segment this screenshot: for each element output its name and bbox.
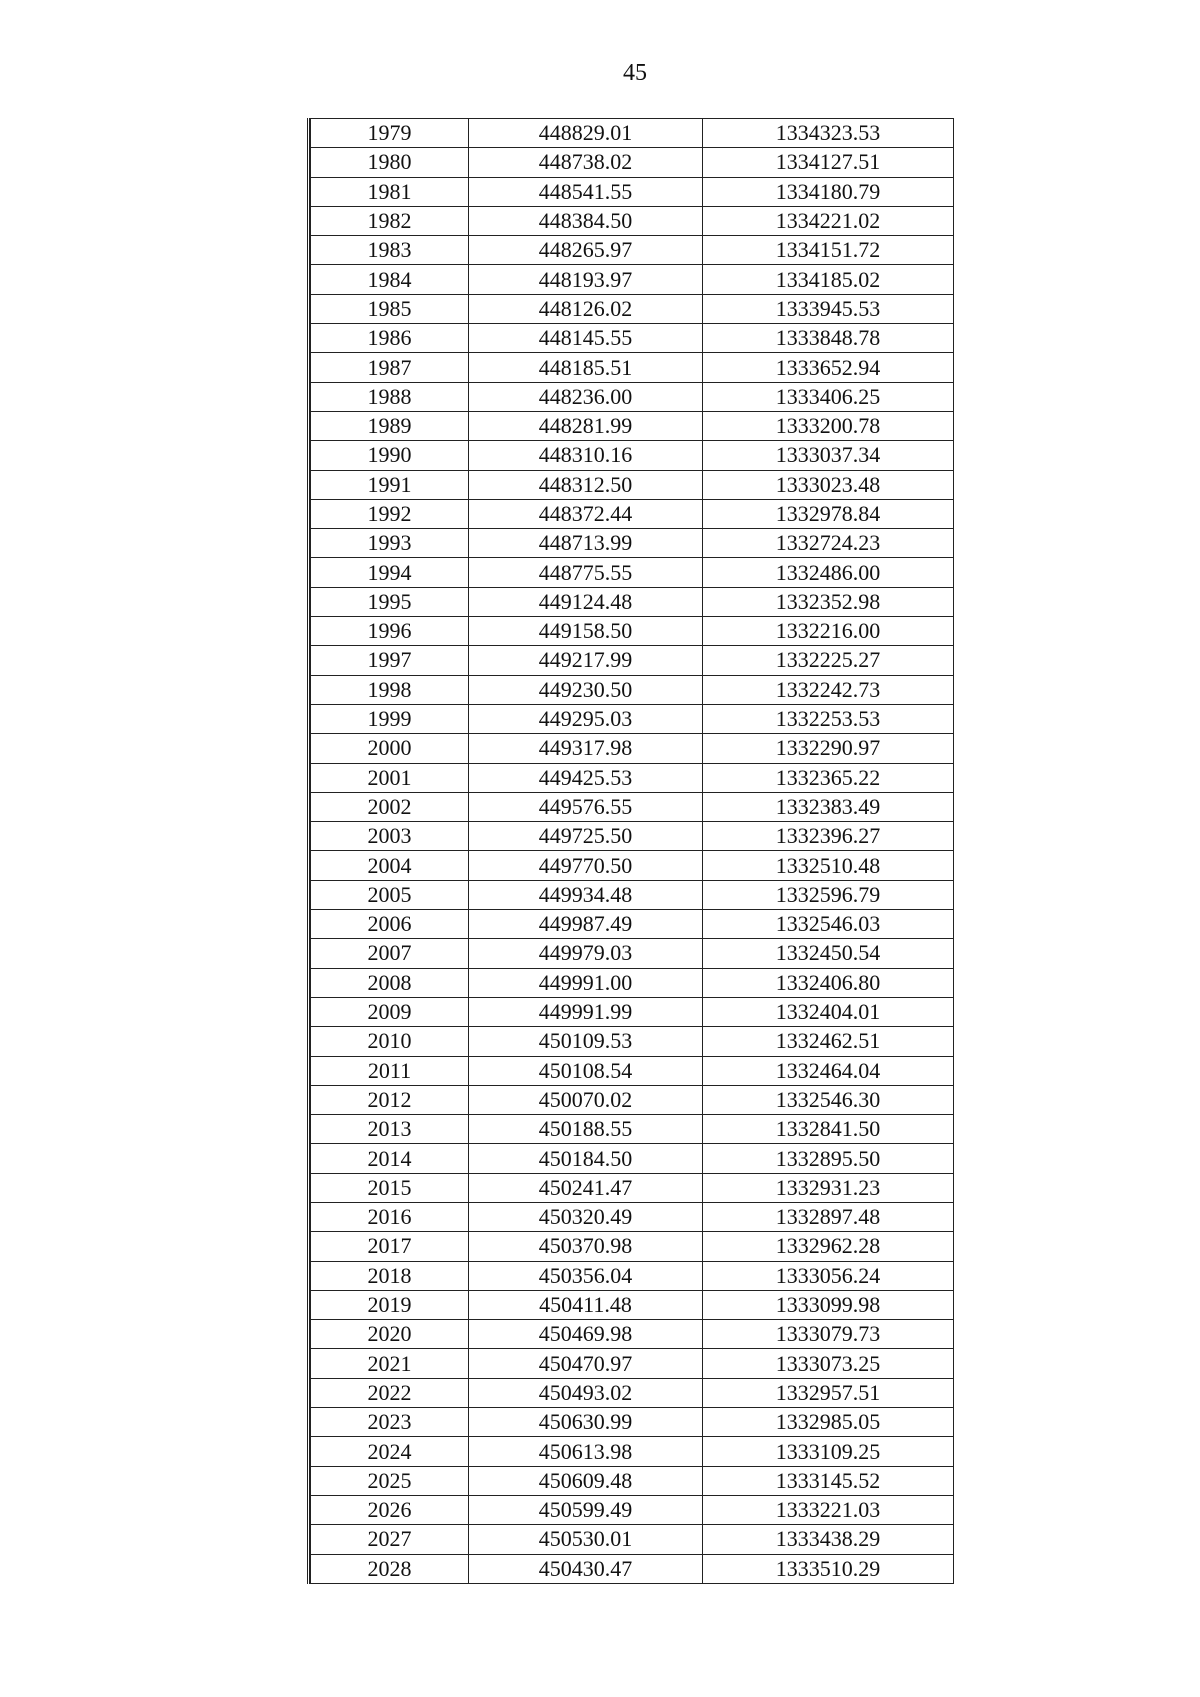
value-b-cell: 1333109.25 <box>703 1437 954 1466</box>
year-cell: 2004 <box>311 851 469 880</box>
value-b-cell: 1333099.98 <box>703 1290 954 1319</box>
value-b-cell: 1332596.79 <box>703 880 954 909</box>
value-a-cell: 449576.55 <box>469 792 703 821</box>
value-a-cell: 450109.53 <box>469 1027 703 1056</box>
value-b-cell: 1332462.51 <box>703 1027 954 1056</box>
table-row <box>311 236 954 265</box>
value-b-cell: 1332404.01 <box>703 997 954 1026</box>
year-cell: 1994 <box>311 558 469 587</box>
value-a-cell: 448281.99 <box>469 411 703 440</box>
value-a-cell: 448193.97 <box>469 265 703 294</box>
value-b-cell: 1333848.78 <box>703 324 954 353</box>
value-b-cell: 1333037.34 <box>703 441 954 470</box>
table-row <box>311 1261 954 1290</box>
value-a-cell: 450241.47 <box>469 1173 703 1202</box>
table-body <box>311 119 954 1584</box>
value-a-cell: 448265.97 <box>469 236 703 265</box>
year-cell: 2000 <box>311 734 469 763</box>
value-b-cell: 1332464.04 <box>703 1056 954 1085</box>
table-row <box>311 529 954 558</box>
value-a-cell: 449770.50 <box>469 851 703 880</box>
value-b-cell: 1333200.78 <box>703 411 954 440</box>
value-b-cell: 1332978.84 <box>703 499 954 528</box>
table-row <box>311 734 954 763</box>
year-cell: 2001 <box>311 763 469 792</box>
value-b-cell: 1332396.27 <box>703 822 954 851</box>
year-cell: 2012 <box>311 1085 469 1114</box>
year-cell: 2014 <box>311 1144 469 1173</box>
value-a-cell: 448372.44 <box>469 499 703 528</box>
table-row <box>311 792 954 821</box>
value-a-cell: 450613.98 <box>469 1437 703 1466</box>
year-cell: 1992 <box>311 499 469 528</box>
value-a-cell: 450370.98 <box>469 1232 703 1261</box>
value-a-cell: 449991.00 <box>469 968 703 997</box>
year-cell: 2019 <box>311 1290 469 1319</box>
value-a-cell: 450430.47 <box>469 1554 703 1583</box>
table-row <box>311 646 954 675</box>
table-row <box>311 177 954 206</box>
table-row <box>311 1056 954 1085</box>
table-row <box>311 704 954 733</box>
value-a-cell: 450470.97 <box>469 1349 703 1378</box>
value-b-cell: 1332841.50 <box>703 1115 954 1144</box>
year-cell: 2024 <box>311 1437 469 1466</box>
table-row <box>311 1085 954 1114</box>
table-row <box>311 441 954 470</box>
year-cell: 2026 <box>311 1495 469 1524</box>
value-b-cell: 1332895.50 <box>703 1144 954 1173</box>
value-b-cell: 1333438.29 <box>703 1525 954 1554</box>
year-cell: 1991 <box>311 470 469 499</box>
value-a-cell: 448236.00 <box>469 382 703 411</box>
year-cell: 1980 <box>311 148 469 177</box>
value-a-cell: 450108.54 <box>469 1056 703 1085</box>
year-cell: 2009 <box>311 997 469 1026</box>
value-b-cell: 1333079.73 <box>703 1320 954 1349</box>
year-cell: 1986 <box>311 324 469 353</box>
value-b-cell: 1332216.00 <box>703 617 954 646</box>
table-row <box>311 1466 954 1495</box>
value-a-cell: 449317.98 <box>469 734 703 763</box>
table-row <box>311 1115 954 1144</box>
value-b-cell: 1334151.72 <box>703 236 954 265</box>
year-cell: 1999 <box>311 704 469 733</box>
table-row <box>311 617 954 646</box>
value-b-cell: 1332897.48 <box>703 1202 954 1231</box>
value-b-cell: 1333652.94 <box>703 353 954 382</box>
data-table <box>310 118 954 1584</box>
year-cell: 1988 <box>311 382 469 411</box>
value-b-cell: 1332962.28 <box>703 1232 954 1261</box>
table-row <box>311 1290 954 1319</box>
year-cell: 2011 <box>311 1056 469 1085</box>
value-a-cell: 448384.50 <box>469 206 703 235</box>
table-row <box>311 1144 954 1173</box>
value-a-cell: 449725.50 <box>469 822 703 851</box>
value-b-cell: 1332724.23 <box>703 529 954 558</box>
year-cell: 2021 <box>311 1349 469 1378</box>
value-a-cell: 449987.49 <box>469 910 703 939</box>
table-row <box>311 1525 954 1554</box>
value-a-cell: 450356.04 <box>469 1261 703 1290</box>
value-a-cell: 448310.16 <box>469 441 703 470</box>
value-a-cell: 449425.53 <box>469 763 703 792</box>
value-a-cell: 449979.03 <box>469 939 703 968</box>
year-cell: 2023 <box>311 1408 469 1437</box>
table-row <box>311 148 954 177</box>
year-cell: 1984 <box>311 265 469 294</box>
value-a-cell: 450188.55 <box>469 1115 703 1144</box>
value-b-cell: 1333406.25 <box>703 382 954 411</box>
table-row <box>311 1320 954 1349</box>
value-a-cell: 448738.02 <box>469 148 703 177</box>
value-b-cell: 1332383.49 <box>703 792 954 821</box>
value-a-cell: 449991.99 <box>469 997 703 1026</box>
value-a-cell: 448775.55 <box>469 558 703 587</box>
value-b-cell: 1332510.48 <box>703 851 954 880</box>
value-b-cell: 1333221.03 <box>703 1495 954 1524</box>
value-b-cell: 1332352.98 <box>703 587 954 616</box>
table-row <box>311 294 954 323</box>
table-row <box>311 119 954 148</box>
table-row <box>311 206 954 235</box>
table-row <box>311 265 954 294</box>
table-row <box>311 880 954 909</box>
value-b-cell: 1333145.52 <box>703 1466 954 1495</box>
year-cell: 1996 <box>311 617 469 646</box>
value-a-cell: 450320.49 <box>469 1202 703 1231</box>
year-cell: 1990 <box>311 441 469 470</box>
year-cell: 1981 <box>311 177 469 206</box>
value-b-cell: 1332931.23 <box>703 1173 954 1202</box>
table-row <box>311 1232 954 1261</box>
value-b-cell: 1332957.51 <box>703 1378 954 1407</box>
year-cell: 2013 <box>311 1115 469 1144</box>
value-b-cell: 1332225.27 <box>703 646 954 675</box>
value-a-cell: 448541.55 <box>469 177 703 206</box>
year-cell: 1995 <box>311 587 469 616</box>
table-row <box>311 1202 954 1231</box>
value-a-cell: 449158.50 <box>469 617 703 646</box>
value-a-cell: 449217.99 <box>469 646 703 675</box>
year-cell: 1979 <box>311 119 469 148</box>
table-row <box>311 910 954 939</box>
value-b-cell: 1334185.02 <box>703 265 954 294</box>
value-a-cell: 449934.48 <box>469 880 703 909</box>
table-row <box>311 1027 954 1056</box>
table-row <box>311 587 954 616</box>
table-row <box>311 1408 954 1437</box>
value-a-cell: 448145.55 <box>469 324 703 353</box>
value-b-cell: 1332290.97 <box>703 734 954 763</box>
value-a-cell: 450469.98 <box>469 1320 703 1349</box>
year-cell: 2020 <box>311 1320 469 1349</box>
table-row <box>311 997 954 1026</box>
value-b-cell: 1334323.53 <box>703 119 954 148</box>
value-a-cell: 448312.50 <box>469 470 703 499</box>
table-row <box>311 470 954 499</box>
year-cell: 1983 <box>311 236 469 265</box>
table-row <box>311 675 954 704</box>
value-b-cell: 1334180.79 <box>703 177 954 206</box>
year-cell: 1989 <box>311 411 469 440</box>
year-cell: 1982 <box>311 206 469 235</box>
table-row <box>311 1554 954 1583</box>
value-a-cell: 448713.99 <box>469 529 703 558</box>
value-a-cell: 448829.01 <box>469 119 703 148</box>
value-a-cell: 450411.48 <box>469 1290 703 1319</box>
year-cell: 1997 <box>311 646 469 675</box>
value-a-cell: 449230.50 <box>469 675 703 704</box>
value-a-cell: 449295.03 <box>469 704 703 733</box>
value-b-cell: 1334221.02 <box>703 206 954 235</box>
year-cell: 2008 <box>311 968 469 997</box>
year-cell: 2005 <box>311 880 469 909</box>
year-cell: 2007 <box>311 939 469 968</box>
year-cell: 1993 <box>311 529 469 558</box>
value-b-cell: 1332450.54 <box>703 939 954 968</box>
year-cell: 2016 <box>311 1202 469 1231</box>
year-cell: 1998 <box>311 675 469 704</box>
table-row <box>311 939 954 968</box>
table-row <box>311 1173 954 1202</box>
value-a-cell: 450530.01 <box>469 1525 703 1554</box>
value-b-cell: 1333056.24 <box>703 1261 954 1290</box>
value-a-cell: 449124.48 <box>469 587 703 616</box>
value-b-cell: 1332242.73 <box>703 675 954 704</box>
value-b-cell: 1332546.30 <box>703 1085 954 1114</box>
value-b-cell: 1333023.48 <box>703 470 954 499</box>
page-number: 45 <box>623 60 647 86</box>
value-b-cell: 1333510.29 <box>703 1554 954 1583</box>
table-row <box>311 1495 954 1524</box>
data-table-container <box>307 118 956 1584</box>
year-cell: 1987 <box>311 353 469 382</box>
table-row <box>311 822 954 851</box>
table-row <box>311 558 954 587</box>
value-b-cell: 1334127.51 <box>703 148 954 177</box>
table-row <box>311 382 954 411</box>
year-cell: 2018 <box>311 1261 469 1290</box>
value-a-cell: 450599.49 <box>469 1495 703 1524</box>
value-b-cell: 1332486.00 <box>703 558 954 587</box>
table-row <box>311 499 954 528</box>
year-cell: 1985 <box>311 294 469 323</box>
year-cell: 2002 <box>311 792 469 821</box>
table-row <box>311 1378 954 1407</box>
value-b-cell: 1333945.53 <box>703 294 954 323</box>
year-cell: 2010 <box>311 1027 469 1056</box>
value-b-cell: 1332546.03 <box>703 910 954 939</box>
value-a-cell: 450184.50 <box>469 1144 703 1173</box>
year-cell: 2025 <box>311 1466 469 1495</box>
table-row <box>311 968 954 997</box>
table-row <box>311 353 954 382</box>
table-row <box>311 1349 954 1378</box>
year-cell: 2006 <box>311 910 469 939</box>
table-row <box>311 1437 954 1466</box>
value-a-cell: 450070.02 <box>469 1085 703 1114</box>
year-cell: 2003 <box>311 822 469 851</box>
value-a-cell: 450609.48 <box>469 1466 703 1495</box>
year-cell: 2015 <box>311 1173 469 1202</box>
value-b-cell: 1332985.05 <box>703 1408 954 1437</box>
value-a-cell: 450493.02 <box>469 1378 703 1407</box>
value-b-cell: 1333073.25 <box>703 1349 954 1378</box>
value-a-cell: 448185.51 <box>469 353 703 382</box>
value-a-cell: 450630.99 <box>469 1408 703 1437</box>
value-b-cell: 1332253.53 <box>703 704 954 733</box>
table-row <box>311 851 954 880</box>
year-cell: 2028 <box>311 1554 469 1583</box>
year-cell: 2022 <box>311 1378 469 1407</box>
value-b-cell: 1332365.22 <box>703 763 954 792</box>
value-a-cell: 448126.02 <box>469 294 703 323</box>
table-row <box>311 324 954 353</box>
table-row <box>311 411 954 440</box>
table-row <box>311 763 954 792</box>
value-b-cell: 1332406.80 <box>703 968 954 997</box>
year-cell: 2027 <box>311 1525 469 1554</box>
year-cell: 2017 <box>311 1232 469 1261</box>
